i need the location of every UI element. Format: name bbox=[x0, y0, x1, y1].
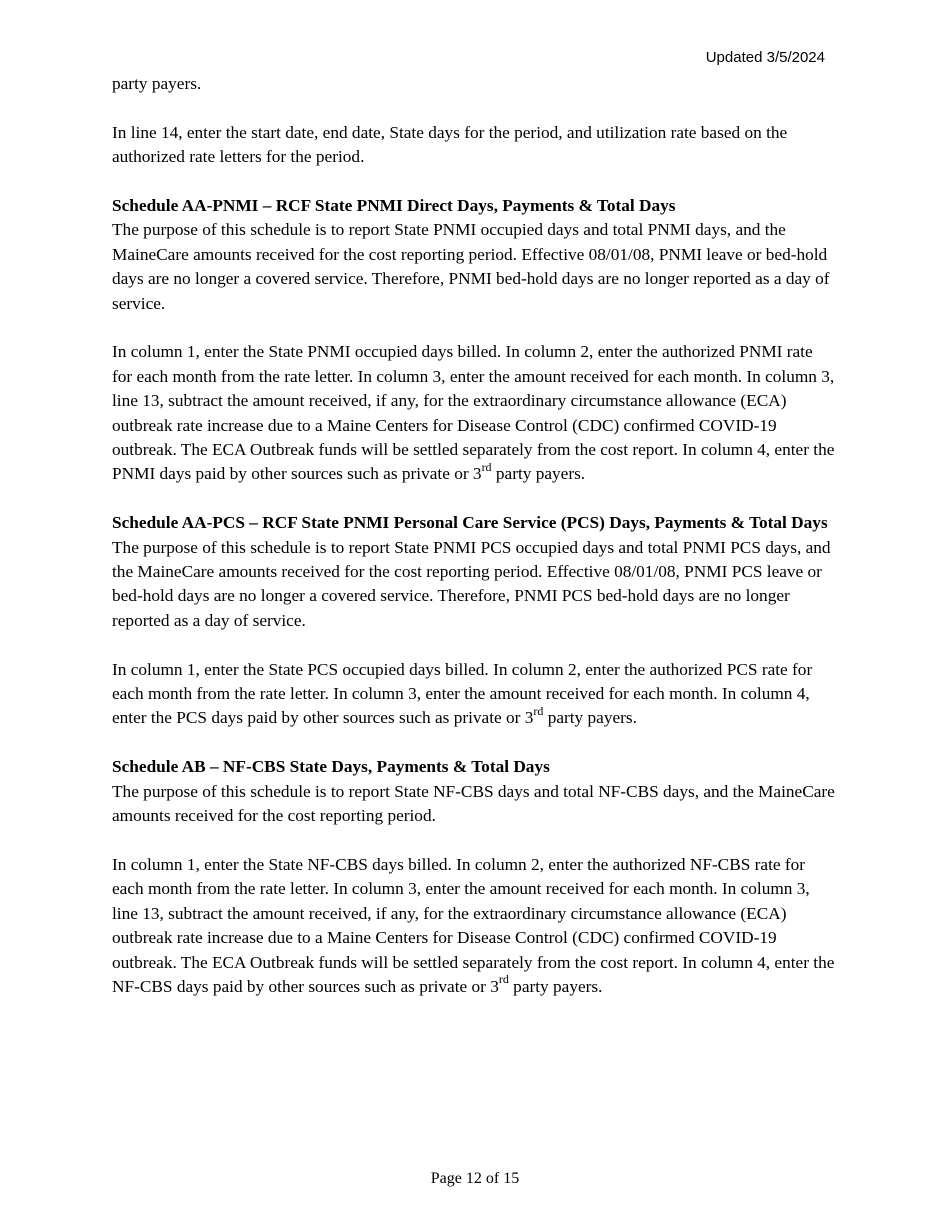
text-run: In column 1, enter the State NF-CBS days billed. In column 2, enter the authorized NF-CBS rate for each month from the rate letter. In column 3, enter the amount received for each month. In column 3, line 13, subtract the amount received, if any, for the extraordinary circumstance allowance (ECA) outbreak rate increase due to a Maine Centers for Disease Control (CDC) confirmed COVID-19 outbreak. The ECA Outbreak funds will be settled separately from the cost report. In column 4, enter the NF-CBS days paid by other sources such as private or 3 bbox=[112, 854, 835, 996]
page-number: Page 12 of 15 bbox=[430, 1170, 520, 1187]
text-run: party payers. bbox=[543, 708, 637, 728]
paragraph-aa-pcs-purpose: The purpose of this schedule is to report State PNMI PCS occupied days and total PNMI PCS days, and the MaineCare amounts received for the cost reporting period. Effective 08/01/08, PNMI PCS leave or bed-hold days are no longer a covered service. Therefore, PNMI PCS bed-hold days are no longer reported as a day of service. bbox=[112, 537, 831, 630]
text-run: In column 1, enter the State PCS occupied days billed. In column 2, enter the authorized PCS rate for each month from the rate letter. In column 3, enter the amount received for each month. In column 4, enter the PCS days paid by other sources such as private or 3 bbox=[112, 659, 813, 728]
section-heading-aa-pnmi: Schedule AA-PNMI – RCF State PNMI Direct Days, Payments & Total Days bbox=[112, 196, 676, 215]
ordinal-superscript: rd bbox=[533, 703, 544, 718]
paragraph-aa-pnmi-purpose: The purpose of this schedule is to report State PNMI occupied days and total PNMI days, and the MaineCare amounts received for the cost reporting period. Effective 08/01/08, PNMI leave or bed-hold days are no longer a covered service. Therefore, PNMI bed-hold days are no longer reported as a day of service. bbox=[112, 220, 830, 313]
paragraph-aa-pnmi-columns bbox=[112, 340, 837, 486]
ordinal-superscript: rd bbox=[498, 972, 509, 987]
ordinal-superscript: rd bbox=[481, 459, 492, 474]
text-run: party payers. bbox=[508, 976, 603, 996]
paragraph-ab-purpose: The purpose of this schedule is to report State NF-CBS days and total NF-CBS days, and the MaineCare amounts received for the cost reporting period. bbox=[112, 781, 835, 826]
section-heading-ab: Schedule AB – NF-CBS State Days, Payments & Total Days bbox=[112, 757, 550, 777]
section-heading-aa-pcs: Schedule AA-PCS – RCF State PNMI Personal Care Service (PCS) Days, Payments & Total Days bbox=[112, 513, 828, 533]
document-body bbox=[112, 72, 837, 999]
paragraph-line14: In line 14, enter the start date, end date, State days for the period, and utilization rate based on the authorized rate letters for the period. bbox=[112, 122, 788, 167]
updated-date: Updated 3/5/2024 bbox=[705, 49, 825, 66]
text-run: party payers. bbox=[491, 464, 586, 484]
paragraph-ab-columns bbox=[112, 853, 837, 999]
paragraph-intro-end: party payers. bbox=[112, 74, 202, 93]
text-run: In column 1, enter the State PNMI occupied days billed. In column 2, enter the authorized PNMI rate for each month from the rate letter. In column 3, enter the amount received for each month. In column 3, line 13, subtract the amount received, if any, for the extraordinary circumstance allowance (ECA) outbreak rate increase due to a Maine Centers for Disease Control (CDC) confirmed COVID-19 outbreak. The ECA Outbreak funds will be settled separately from the cost report. In column 4, enter the PNMI days paid by other sources such as private or 3 bbox=[112, 342, 835, 484]
paragraph-aa-pcs-columns bbox=[112, 658, 837, 731]
